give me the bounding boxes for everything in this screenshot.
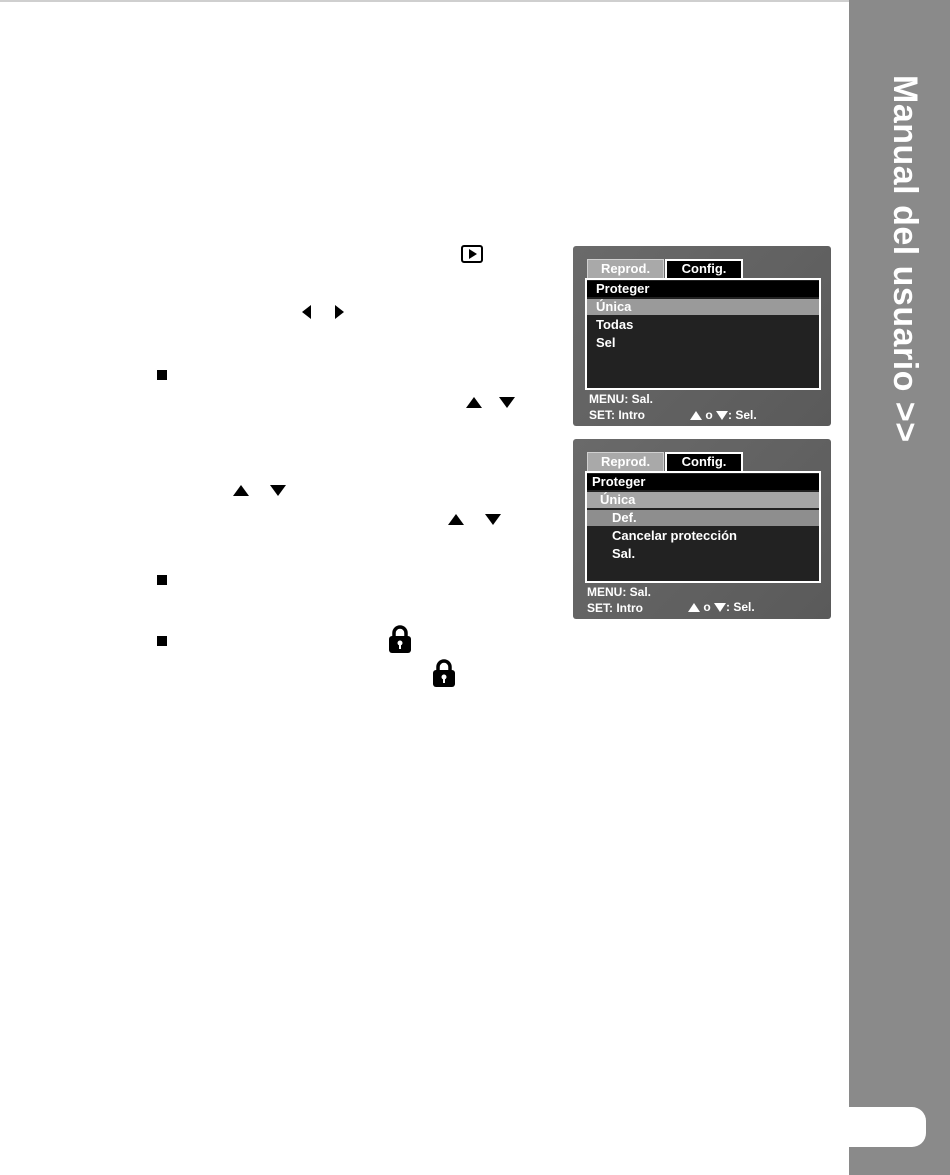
bullet-icon	[157, 370, 167, 380]
camera-screen-protect-single	[573, 439, 831, 619]
hint-o: o	[705, 408, 713, 422]
arrow-up-icon	[233, 485, 249, 496]
arrow-up-icon	[466, 397, 482, 408]
footer-set: SET: Intro	[587, 601, 643, 615]
hint-sel: : Sel.	[726, 600, 755, 614]
arrow-down-icon	[716, 411, 728, 420]
arrow-up-icon	[690, 411, 702, 420]
arrow-left-icon	[302, 305, 311, 319]
lock-icon	[432, 659, 456, 687]
playback-icon	[461, 245, 483, 263]
menu-item-cancelar[interactable]: Cancelar protección	[612, 528, 737, 543]
menu-panel	[585, 278, 821, 390]
hint-o: o	[703, 600, 711, 614]
tab-reprod[interactable]: Reprod.	[587, 452, 664, 471]
menu-item-unica[interactable]: Única	[587, 299, 819, 315]
lock-icon	[388, 625, 412, 653]
footer-menu: MENU: Sal.	[587, 585, 652, 599]
footer-hint	[690, 408, 757, 422]
arrow-down-icon	[499, 397, 515, 408]
footer-menu: MENU: Sal.	[589, 392, 654, 406]
side-title	[849, 0, 950, 1175]
tab-reprod[interactable]: Reprod.	[587, 259, 664, 278]
arrow-down-icon	[485, 514, 501, 525]
arrow-down-icon	[270, 485, 286, 496]
side-title-text: Manual del usuario >>	[886, 75, 924, 443]
footer-hint	[688, 600, 755, 614]
tab-config[interactable]: Config.	[665, 452, 743, 471]
page-number-tab	[842, 1107, 926, 1147]
menu-item-sal[interactable]: Sal.	[612, 546, 636, 561]
footer-set: SET: Intro	[589, 408, 645, 422]
hint-sel: : Sel.	[728, 408, 757, 422]
top-rule	[0, 0, 849, 2]
camera-screen-protect	[573, 246, 831, 426]
submenu-header: Única	[587, 492, 819, 508]
menu-panel	[585, 471, 821, 583]
arrow-up-icon	[448, 514, 464, 525]
arrow-right-icon	[335, 305, 344, 319]
arrow-up-icon	[688, 603, 700, 612]
bullet-icon	[157, 636, 167, 646]
arrow-down-icon	[714, 603, 726, 612]
menu-header: Proteger	[587, 474, 819, 490]
menu-header: Proteger	[587, 281, 819, 297]
tab-config[interactable]: Config.	[665, 259, 743, 278]
menu-item-sel[interactable]: Sel	[596, 335, 616, 350]
bullet-icon	[157, 575, 167, 585]
menu-item-def[interactable]: Def.	[587, 510, 819, 526]
menu-item-todas[interactable]: Todas	[596, 317, 634, 332]
